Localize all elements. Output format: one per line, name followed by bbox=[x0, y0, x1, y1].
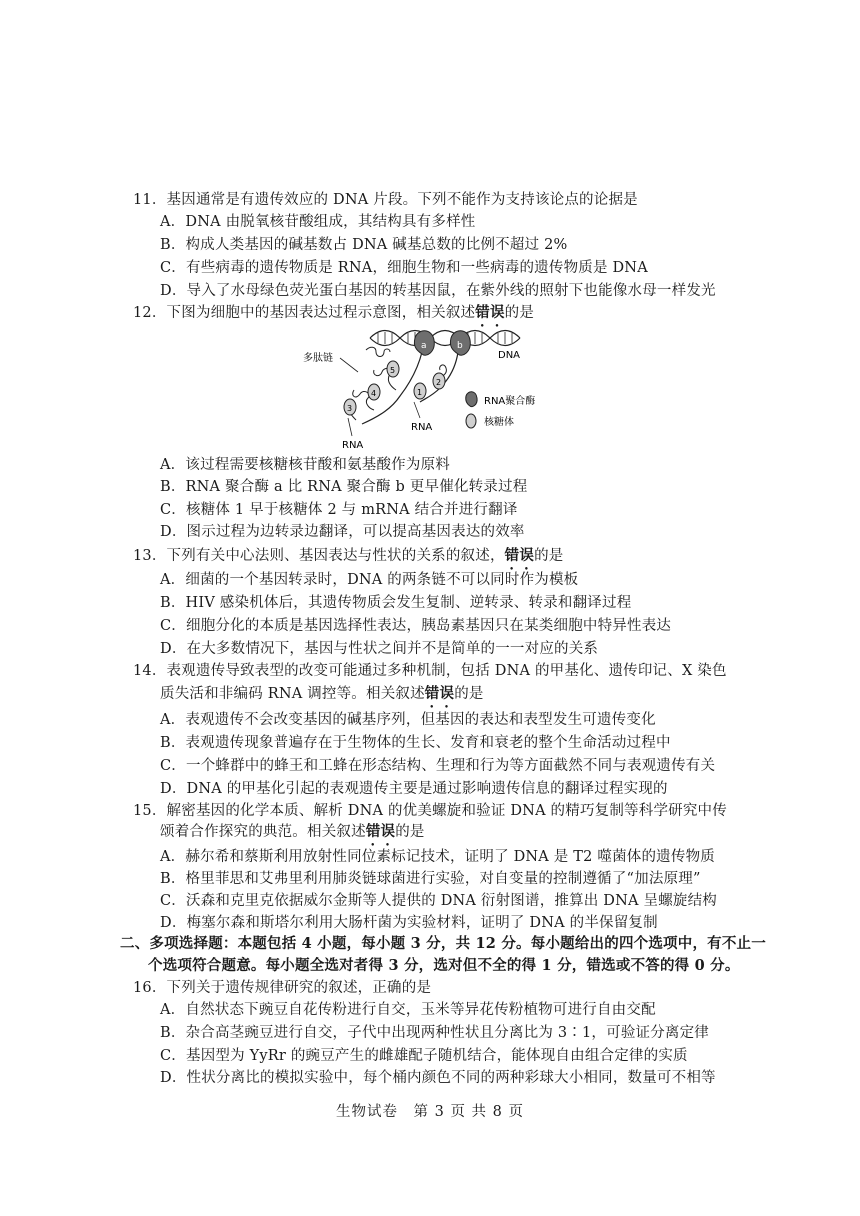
question-14-stem-line1: 14．表观遗传导致表型的改变可能通过多种机制，包括 DNA 的甲基化、遗传印记、X 染色 bbox=[133, 663, 727, 679]
section-2-header-line1: 二、多项选择题：本题包括 4 小题，每小题 3 分，共 12 分。每小题给出的四个选项中，有不止一 bbox=[120, 935, 766, 952]
q11-option-a: A．DNA 由脱氧核苷酸组成，其结构具有多样性 bbox=[160, 214, 476, 230]
q11-option-b: B．构成人类基因的碱基数占 DNA 碱基总数的比例不超过 2% bbox=[160, 237, 568, 253]
q16-option-a: A．自然状态下豌豆自花传粉进行自交，玉米等异花传粉植物可进行自由交配 bbox=[160, 1002, 656, 1018]
q12-option-b: B．RNA 聚合酶 a 比 RNA 聚合酶 b 更早催化转录过程 bbox=[160, 479, 528, 495]
q12-stem-end: 的是 bbox=[504, 305, 535, 321]
q15-option-c: C．沃森和克里克依据威尔金斯等人提供的 DNA 衍射图谱，推算出 DNA 呈螺旋结构 bbox=[160, 893, 717, 909]
section-2-header-line2: 个选项符合题意。每小题全选对者得 3 分，选对但不全的得 1 分，错选或不答的得 0 分。 bbox=[148, 957, 740, 974]
question-12-stem bbox=[133, 303, 534, 330]
question-13-stem bbox=[133, 546, 563, 573]
q15-stem-text: 颂着合作探究的典范。相关叙述 bbox=[160, 824, 366, 840]
q13-stem-text: 13．下列有关中心法则、基因表达与性状的关系的叙述， bbox=[133, 548, 505, 564]
q16-option-d: D．性状分离比的模拟实验中，每个桶内颜色不同的两种彩球大小相同，数量可不相等 bbox=[160, 1070, 716, 1086]
legend-ribosome-symbol bbox=[466, 414, 476, 428]
page-footer: 生物试卷 第 3 页 共 8 页 bbox=[336, 1104, 524, 1120]
question-15-stem-line2 bbox=[160, 822, 425, 849]
q14-option-a: A．表观遗传不会改变基因的碱基序列，但基因的表达和表型发生可遗传变化 bbox=[160, 712, 656, 728]
question-14-stem-line2 bbox=[160, 684, 484, 711]
polypeptide-label: 多肽链 bbox=[303, 353, 333, 364]
question-16-stem: 16．下列关于遗传规律研究的叙述，正确的是 bbox=[133, 980, 432, 996]
q12-stem-text: 12．下图为细胞中的基因表达过程示意图，相关叙述 bbox=[133, 305, 476, 321]
legend-ribosome-text: 核糖体 bbox=[484, 417, 514, 428]
polypeptide-pointer bbox=[340, 358, 358, 372]
rna-left-pointer bbox=[348, 418, 352, 436]
rna-label-right: RNA bbox=[411, 422, 433, 433]
q12-emphasis: 错误 bbox=[475, 304, 505, 321]
rna-label-left: RNA bbox=[342, 440, 364, 451]
question-15-stem-line1: 15．解密基因的化学本质、解析 DNA 的优美螺旋和验证 DNA 的精巧复制等科学研究中传 bbox=[133, 803, 727, 819]
q15-stem-end: 的是 bbox=[395, 824, 425, 840]
q15-option-d: D．梅塞尔森和斯塔尔利用大肠杆菌为实验材料，证明了 DNA 的半保留复制 bbox=[160, 915, 658, 931]
q15-option-a: A．赫尔希和蔡斯利用放射性同位素标记技术，证明了 DNA 是 T2 噬菌体的遗传物质 bbox=[160, 849, 715, 865]
q16-option-c: C．基因型为 YyRr 的豌豆产生的雌雄配子随机结合，能体现自由组合定律的实质 bbox=[160, 1048, 688, 1064]
q12-option-d: D．图示过程为边转录边翻译，可以提高基因表达的效率 bbox=[160, 524, 525, 540]
q14-option-d: D．DNA 的甲基化引起的表观遗传主要是通过影响遗传信息的翻译过程实现的 bbox=[160, 781, 668, 797]
q14-option-c: C．一个蜂群中的蜂王和工蜂在形态结构、生理和行为等方面截然不同与表观遗传有关 bbox=[160, 758, 716, 774]
q14-emphasis: 错误 bbox=[424, 685, 455, 702]
q14-stem-end: 的是 bbox=[454, 686, 484, 702]
q13-emphasis: 错误 bbox=[504, 547, 535, 564]
dna-label: DNA bbox=[498, 350, 521, 361]
q14-stem-text: 质失活和非编码 RNA 调控等。相关叙述 bbox=[160, 686, 425, 702]
polymerase-b-label: b bbox=[457, 341, 463, 351]
ribosome-2-label: 2 bbox=[436, 378, 442, 387]
q12-option-a: A．该过程需要核糖核苷酸和氨基酸作为原料 bbox=[160, 457, 450, 473]
polymerase-a-label: a bbox=[421, 341, 427, 351]
ribosome-3-label: 3 bbox=[347, 404, 353, 413]
polypeptide-chain-top bbox=[366, 347, 390, 356]
q13-option-a: A．细菌的一个基因转录时，DNA 的两条链不可以同时作为模板 bbox=[160, 572, 579, 588]
ribosome-1-label: 1 bbox=[417, 388, 423, 397]
q13-stem-end: 的是 bbox=[534, 548, 564, 564]
q14-option-b: B．表观遗传现象普遍存在于生物体的生长、发育和衰老的整个生命活动过程中 bbox=[160, 735, 671, 751]
ribosome-5-label: 5 bbox=[390, 366, 396, 375]
q15-option-b: B．格里菲思和艾弗里利用肺炎链球菌进行实验，对自变量的控制遵循了“加法原理” bbox=[160, 871, 701, 887]
q11-option-c: C．有些病毒的遗传物质是 RNA，细胞生物和一些病毒的遗传物质是 DNA bbox=[160, 260, 648, 276]
rna-right-pointer bbox=[414, 402, 420, 418]
gene-expression-diagram bbox=[300, 328, 590, 453]
legend-polymerase-symbol bbox=[466, 392, 477, 407]
q13-option-c: C．细胞分化的本质是基因选择性表达，胰岛素基因只在某类细胞中特异性表达 bbox=[160, 618, 672, 634]
dna-base-pairs bbox=[378, 332, 512, 344]
q13-option-d: D．在大多数情况下，基因与性状之间并不是简单的一一对应的关系 bbox=[160, 641, 599, 657]
q15-emphasis: 错误 bbox=[365, 823, 396, 840]
q11-option-d: D．导入了水母绿色荧光蛋白基因的转基因鼠，在紫外线的照射下也能像水母一样发光 bbox=[160, 283, 716, 299]
legend-polymerase-text: RNA聚合酶 bbox=[484, 396, 536, 407]
q16-option-b: B．杂合高茎豌豆进行自交，子代中出现两种性状且分离比为 3∶1，可验证分离定律 bbox=[160, 1025, 710, 1041]
q13-option-b: B．HIV 感染机体后，其遗传物质会发生复制、逆转录、转录和翻译过程 bbox=[160, 595, 632, 611]
ribosome-4-label: 4 bbox=[371, 389, 377, 398]
q12-option-c: C．核糖体 1 早于核糖体 2 与 mRNA 结合并进行翻译 bbox=[160, 502, 518, 518]
question-11-stem: 11．基因通常是有遗传效应的 DNA 片段。下列不能作为支持该论点的论据是 bbox=[133, 192, 638, 208]
